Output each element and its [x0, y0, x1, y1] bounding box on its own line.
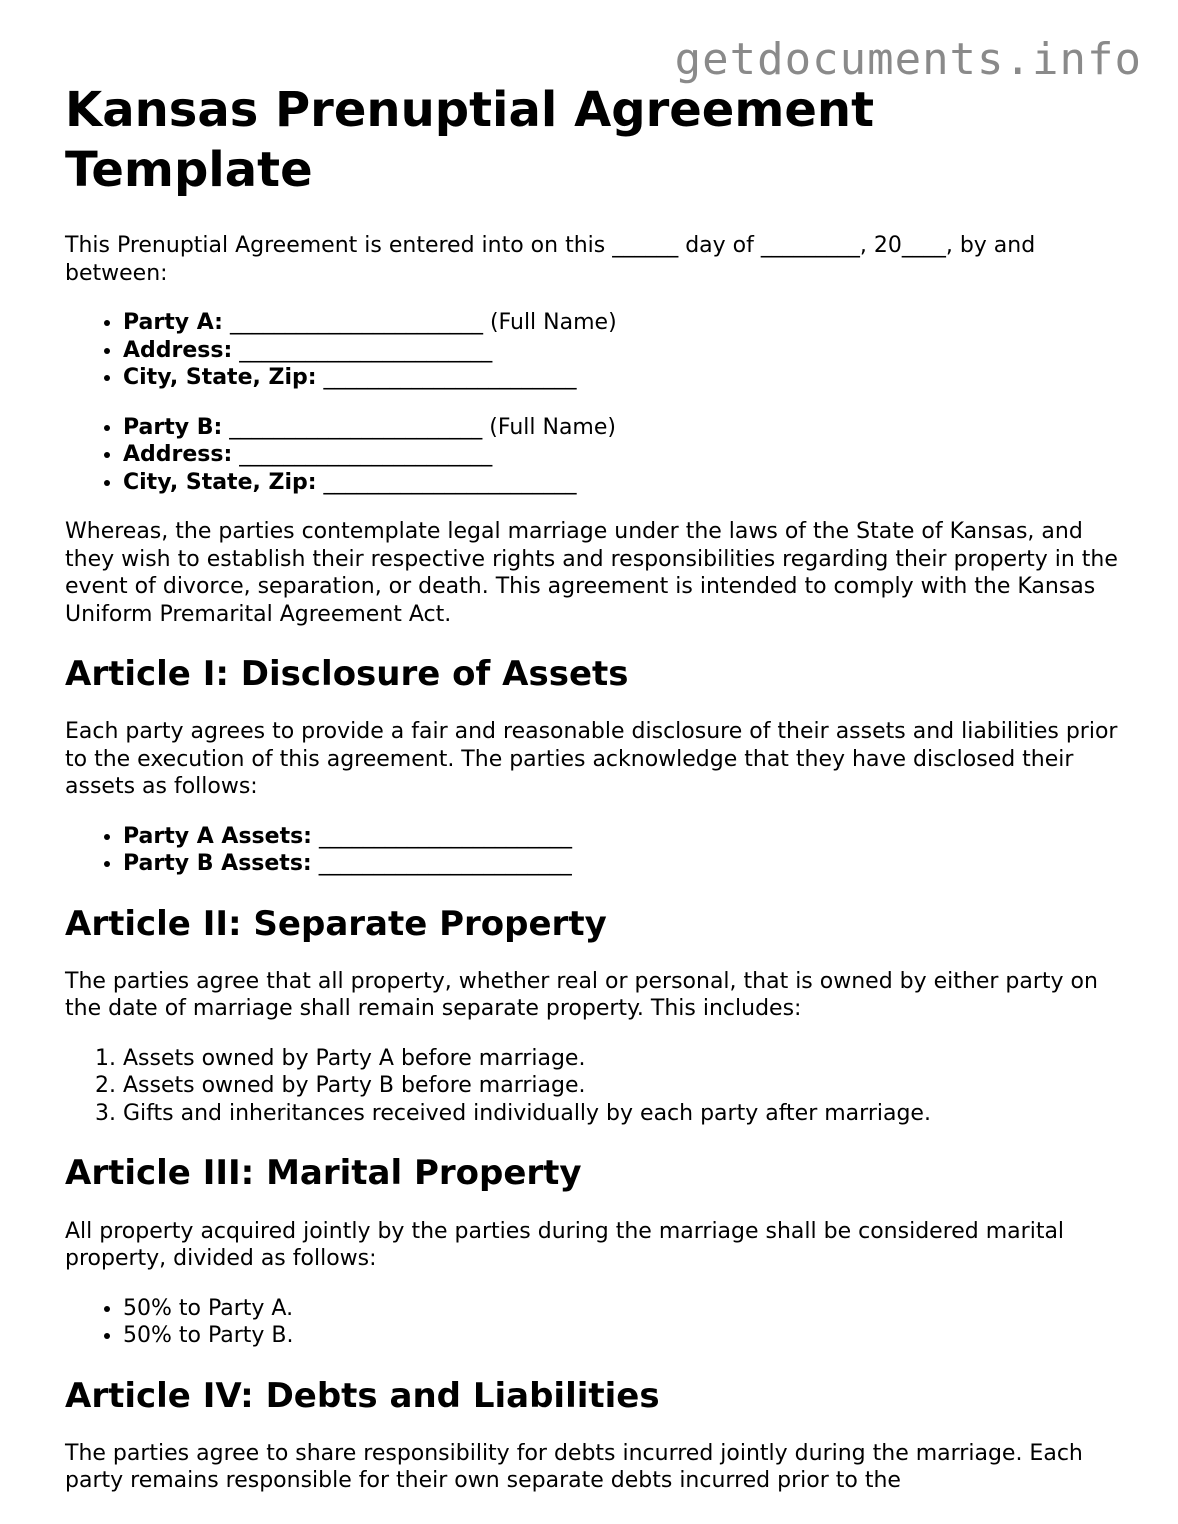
field-blank: _______________________	[316, 365, 577, 390]
field-label: City, State, Zip:	[123, 469, 317, 495]
document-page	[65, 80, 1125, 1517]
article-1-text: Each party agrees to provide a fair and reasonable disclosure of their assets and liabilities prior to the execution of this agreement. The parties acknowledge that they have disclosed their assets as follows:	[65, 719, 1118, 800]
field-blank: _______________________	[232, 442, 493, 467]
article-1-heading: Article I: Disclosure of Assets	[65, 654, 629, 694]
party-a-address	[123, 337, 1125, 365]
whereas-paragraph: Whereas, the parties contemplate legal marriage under the laws of the State of Kansas, and they wish to establish their respective rights and responsibilities regarding their property in the event of divorce, separation, or death. This agreement is intended to comply with the Kansas Uniform Premarital Agreement Act.	[65, 519, 1118, 627]
article-2-text: The parties agree that all property, whether real or personal, that is owned by either party on the date of marriage shall remain separate property. This includes:	[65, 968, 1098, 1022]
field-blank: _______________________	[311, 823, 572, 849]
field-blank: _______________________	[316, 469, 577, 495]
article-4-text: The parties agree to share responsibility for debts incurred jointly during the marriage. Each party remains responsible for their own separate debts incurred prior to the	[65, 1440, 1083, 1494]
party-b-city-state-zip	[123, 469, 1125, 497]
party-b-assets	[123, 850, 1125, 878]
field-blank: _______________________	[311, 851, 572, 877]
party-b-name	[123, 414, 1125, 442]
party-b-list	[65, 414, 1125, 497]
document-title: Kansas Prenuptial Agreement Template	[65, 82, 875, 198]
list-item: 3. Gifts and inheritances received individually by each party after marriage.	[123, 1100, 1125, 1128]
field-label: Party A:	[123, 310, 223, 335]
field-blank: _______________________ (Full Name)	[222, 414, 616, 440]
party-a-list	[65, 309, 1125, 392]
article-2-heading: Article II: Separate Property	[65, 903, 607, 944]
party-a-name	[123, 309, 1125, 337]
field-blank: _______________________ (Full Name)	[222, 310, 617, 335]
list-item: 1. Assets owned by Party A before marriage.	[123, 1045, 1125, 1073]
watermark: getdocuments.info	[674, 34, 1142, 85]
field-blank: _______________________	[232, 337, 493, 363]
party-a-city-state-zip	[123, 364, 1125, 392]
field-label: Party A Assets:	[123, 823, 312, 849]
article-2-list	[65, 1045, 1125, 1128]
field-label: Address:	[123, 442, 233, 467]
field-label: Party B Assets:	[123, 851, 312, 877]
article-1-assets-list	[65, 823, 1125, 878]
intro-paragraph: This Prenuptial Agreement is entered into on this ______ day of _________, 20____, by and between:	[65, 233, 1036, 286]
list-item: • 50% to Party B.	[123, 1322, 1125, 1350]
article-3-heading: Article III: Marital Property	[65, 1153, 582, 1194]
party-a-assets	[123, 823, 1125, 851]
list-item: 2. Assets owned by Party B before marriage.	[123, 1072, 1125, 1100]
field-label: Party B:	[123, 414, 223, 440]
article-3-list	[65, 1295, 1125, 1350]
article-3-text: All property acquired jointly by the parties during the marriage shall be considered marital property, divided as follows:	[65, 1218, 1065, 1272]
field-label: City, State, Zip:	[123, 365, 317, 390]
list-item: • 50% to Party A.	[123, 1295, 1125, 1323]
party-b-address	[123, 441, 1125, 469]
article-4-heading: Article IV: Debts and Liabilities	[65, 1375, 660, 1416]
field-label: Address:	[123, 337, 233, 363]
